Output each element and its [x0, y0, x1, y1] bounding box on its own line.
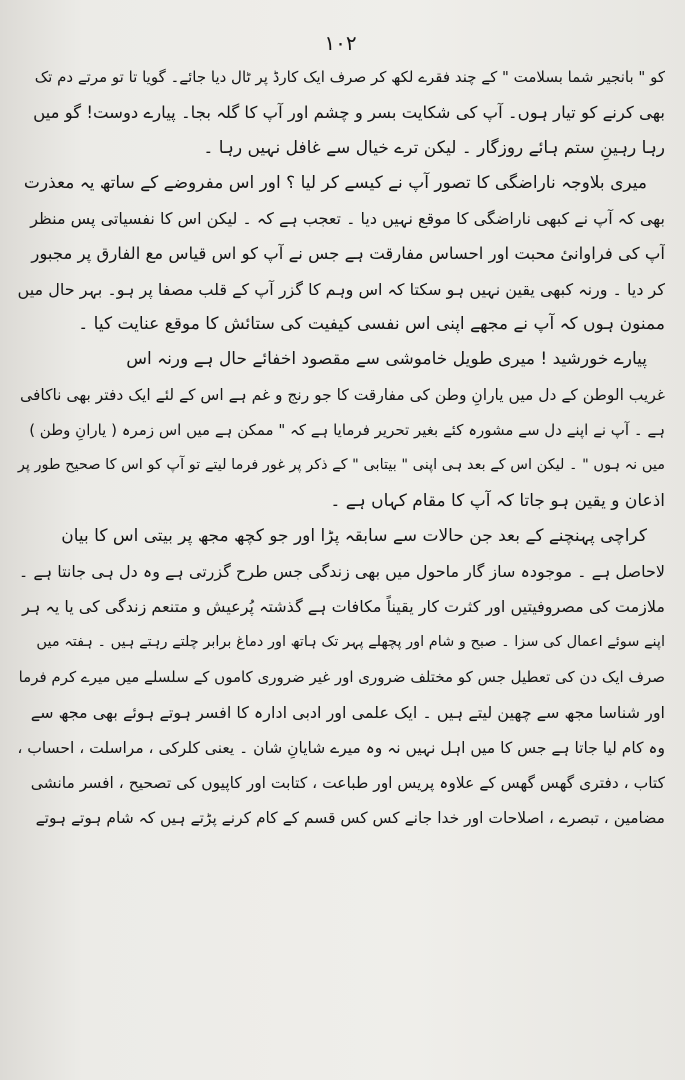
text-line: غریب الوطن کے دل میں یارانِ وطن کی مفارقت کا جو رنج و غم ہے اس کے لئے ایک دفتر بھی ناکافی — [20, 385, 665, 404]
text-line: کو " بانجیر شما بسلامت " کے چند فقرے لکھ کر صرف ایک کارڈ پر ٹال دیا جائے۔ گویا تا تو مرتے دم تک — [34, 68, 665, 86]
text-line: مضامین ، تبصرے ، اصلاحات اور خدا جانے کس کس قسم کے کام کرنے پڑتے ہیں کہ شام ہوتے ہوتے — [35, 809, 665, 828]
text-line: ممنون ہوں کہ آپ نے مجھے اپنی اس نفسی کیفیت کی ستائش کا موقع عنایت کیا ۔ — [78, 314, 665, 335]
text-line: اذعان و یقین ہو جاتا کہ آپ کا مقام کہاں ہے ۔ — [330, 490, 665, 511]
text-line: پیارے خورشید ! میری طویل خاموشی سے مقصود اخفائے حال ہے ورنہ اس — [126, 349, 647, 370]
text-line: رہا رہینِ ستم ہائے روزگار ۔ لیکن ترے خیال سے غافل نہیں رہا ۔ — [203, 137, 665, 158]
text-line: اور شناسا مجھ سے چھین لیتے ہیں ۔ ایک علمی اور ادبی ادارہ کا افسر ہوتے ہوئے بھی مجھ سے — [30, 703, 665, 723]
text-line: ہے ۔ آپ نے اپنے دل سے مشورہ کئے بغیر تحریر فرمایا ہے کہ " ممکن ہے میں اس زمرہ ( یارانِ وطن ) — [29, 420, 665, 439]
text-line: وہ کام لیا جاتا ہے جس کا میں اہل نہیں نہ وہ میرے شایانِ شان ۔ یعنی کلرکی ، مراسلت ، احساب ، — [17, 738, 665, 757]
text-line: ملازمت کی مصروفیتیں اور کثرت کار یقیناً مکافات ہے گذشتہ پُرعیش و متنعم زندگی کی یا یہ ہر — [22, 597, 665, 617]
text-line: بھی کرنے کو تیار ہوں۔ آپ کی شکایت بسر و چشم اور آپ کا گلہ بجا۔ پیارے دوست! گو میں — [33, 103, 665, 123]
body-text — [16, 60, 665, 837]
text-line: میں نہ ہوں " ۔ لیکن اس کے بعد ہی اپنی " بیتابی " کے ذکر پر غور فرما لیتے تو آپ کو اس کا صحیح طور پر — [17, 457, 665, 474]
text-line: کراچی پہنچنے کے بعد جن حالات سے سابقہ پڑا اور جو کچھ مجھ پر بیتی اس کا بیان — [61, 525, 647, 546]
text-line: کر دیا ۔ ورنہ کبھی یقین نہیں ہو سکتا کہ اس وہم کا گزر آپ کے قلب مصفا پر ہو۔ بہر حال میں — [17, 279, 665, 299]
text-line: بھی کہ آپ نے کبھی ناراضگی کا موقع نہیں دیا ۔ تعجب ہے کہ ۔ لیکن اس کا نفسیاتی پس منظر — [30, 209, 665, 229]
text-line: اپنے سوئے اعمال کی سزا ۔ صبح و شام اور پچھلے پہر تک ہاتھ اور دماغ برابر چلتے رہتے ہیں ۔ ہفتہ میں — [36, 633, 665, 650]
page-number: ١٠٢ — [324, 31, 357, 55]
text-line: آپ کی فراوانیٔ محبت اور احساس مفارقت ہے جس نے آپ کو اس قیاس مع الفارق پر مجبور — [31, 244, 665, 264]
text-line: میری بلاوجہ ناراضگی کا تصور آپ نے کیسے کر لیا ؟ اور اس مفروضے کے ساتھ یہ معذرت — [23, 172, 647, 193]
text-line: کتاب ، دفتری گھس گھس کے علاوہ پریس اور طباعت ، کتابت اور کاپیوں کی تصحیح ، افسر مانشی — [30, 773, 665, 792]
text-line: لاحاصل ہے ۔ موجودہ ساز گار ماحول میں بھی زندگی جس طرح گزرتی ہے وہ دل ہی جانتا ہے ۔ — [18, 562, 665, 582]
text-line: صرف ایک دن کی تعطیل جس کو مختلف ضروری اور غیر ضروری کاموں کے سلسلے میں میرے کرم فرما — [18, 668, 665, 687]
